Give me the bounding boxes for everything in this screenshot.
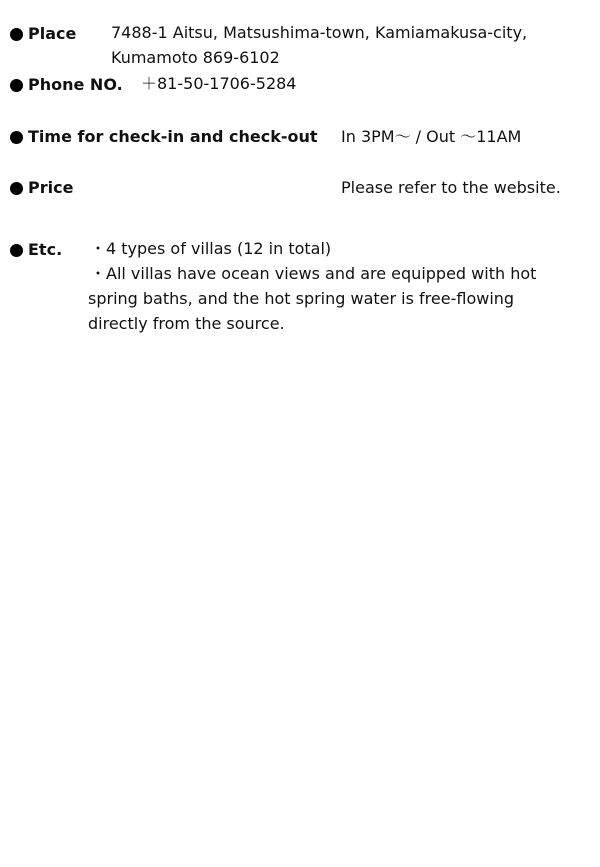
place-address-line2: Kumamoto 869-6102 <box>111 48 280 67</box>
place-label: Place <box>28 24 77 43</box>
price-value: Please refer to the website. <box>341 178 561 197</box>
etc-item-villa-types: ・4 types of villas (12 in total) <box>90 239 332 258</box>
checkin-times: In 3PM～ / Out ～11AM <box>341 127 522 146</box>
phone-number: ＋81-50-1706-5284 <box>141 74 297 93</box>
bullet-icon <box>10 79 23 92</box>
price-label: Price <box>28 178 74 197</box>
etc-item-ocean-views-line3: directly from the source. <box>88 314 285 333</box>
etc-label: Etc. <box>28 240 63 259</box>
etc-item-ocean-views-line2: spring baths, and the hot spring water is free-flowing <box>88 289 515 308</box>
place-address-line1: 7488-1 Aitsu, Matsushima-town, Kamiamakusa-city, <box>111 23 528 42</box>
bullet-icon <box>10 28 23 41</box>
bullet-icon <box>10 182 23 195</box>
etc-item-ocean-views-line1: ・All villas have ocean views and are equipped with hot <box>90 264 537 283</box>
phone-label: Phone NO. <box>28 75 123 94</box>
bullet-icon <box>10 131 23 144</box>
bullet-icon <box>10 244 23 257</box>
checkin-label: Time for check-in and check-out <box>28 127 318 146</box>
